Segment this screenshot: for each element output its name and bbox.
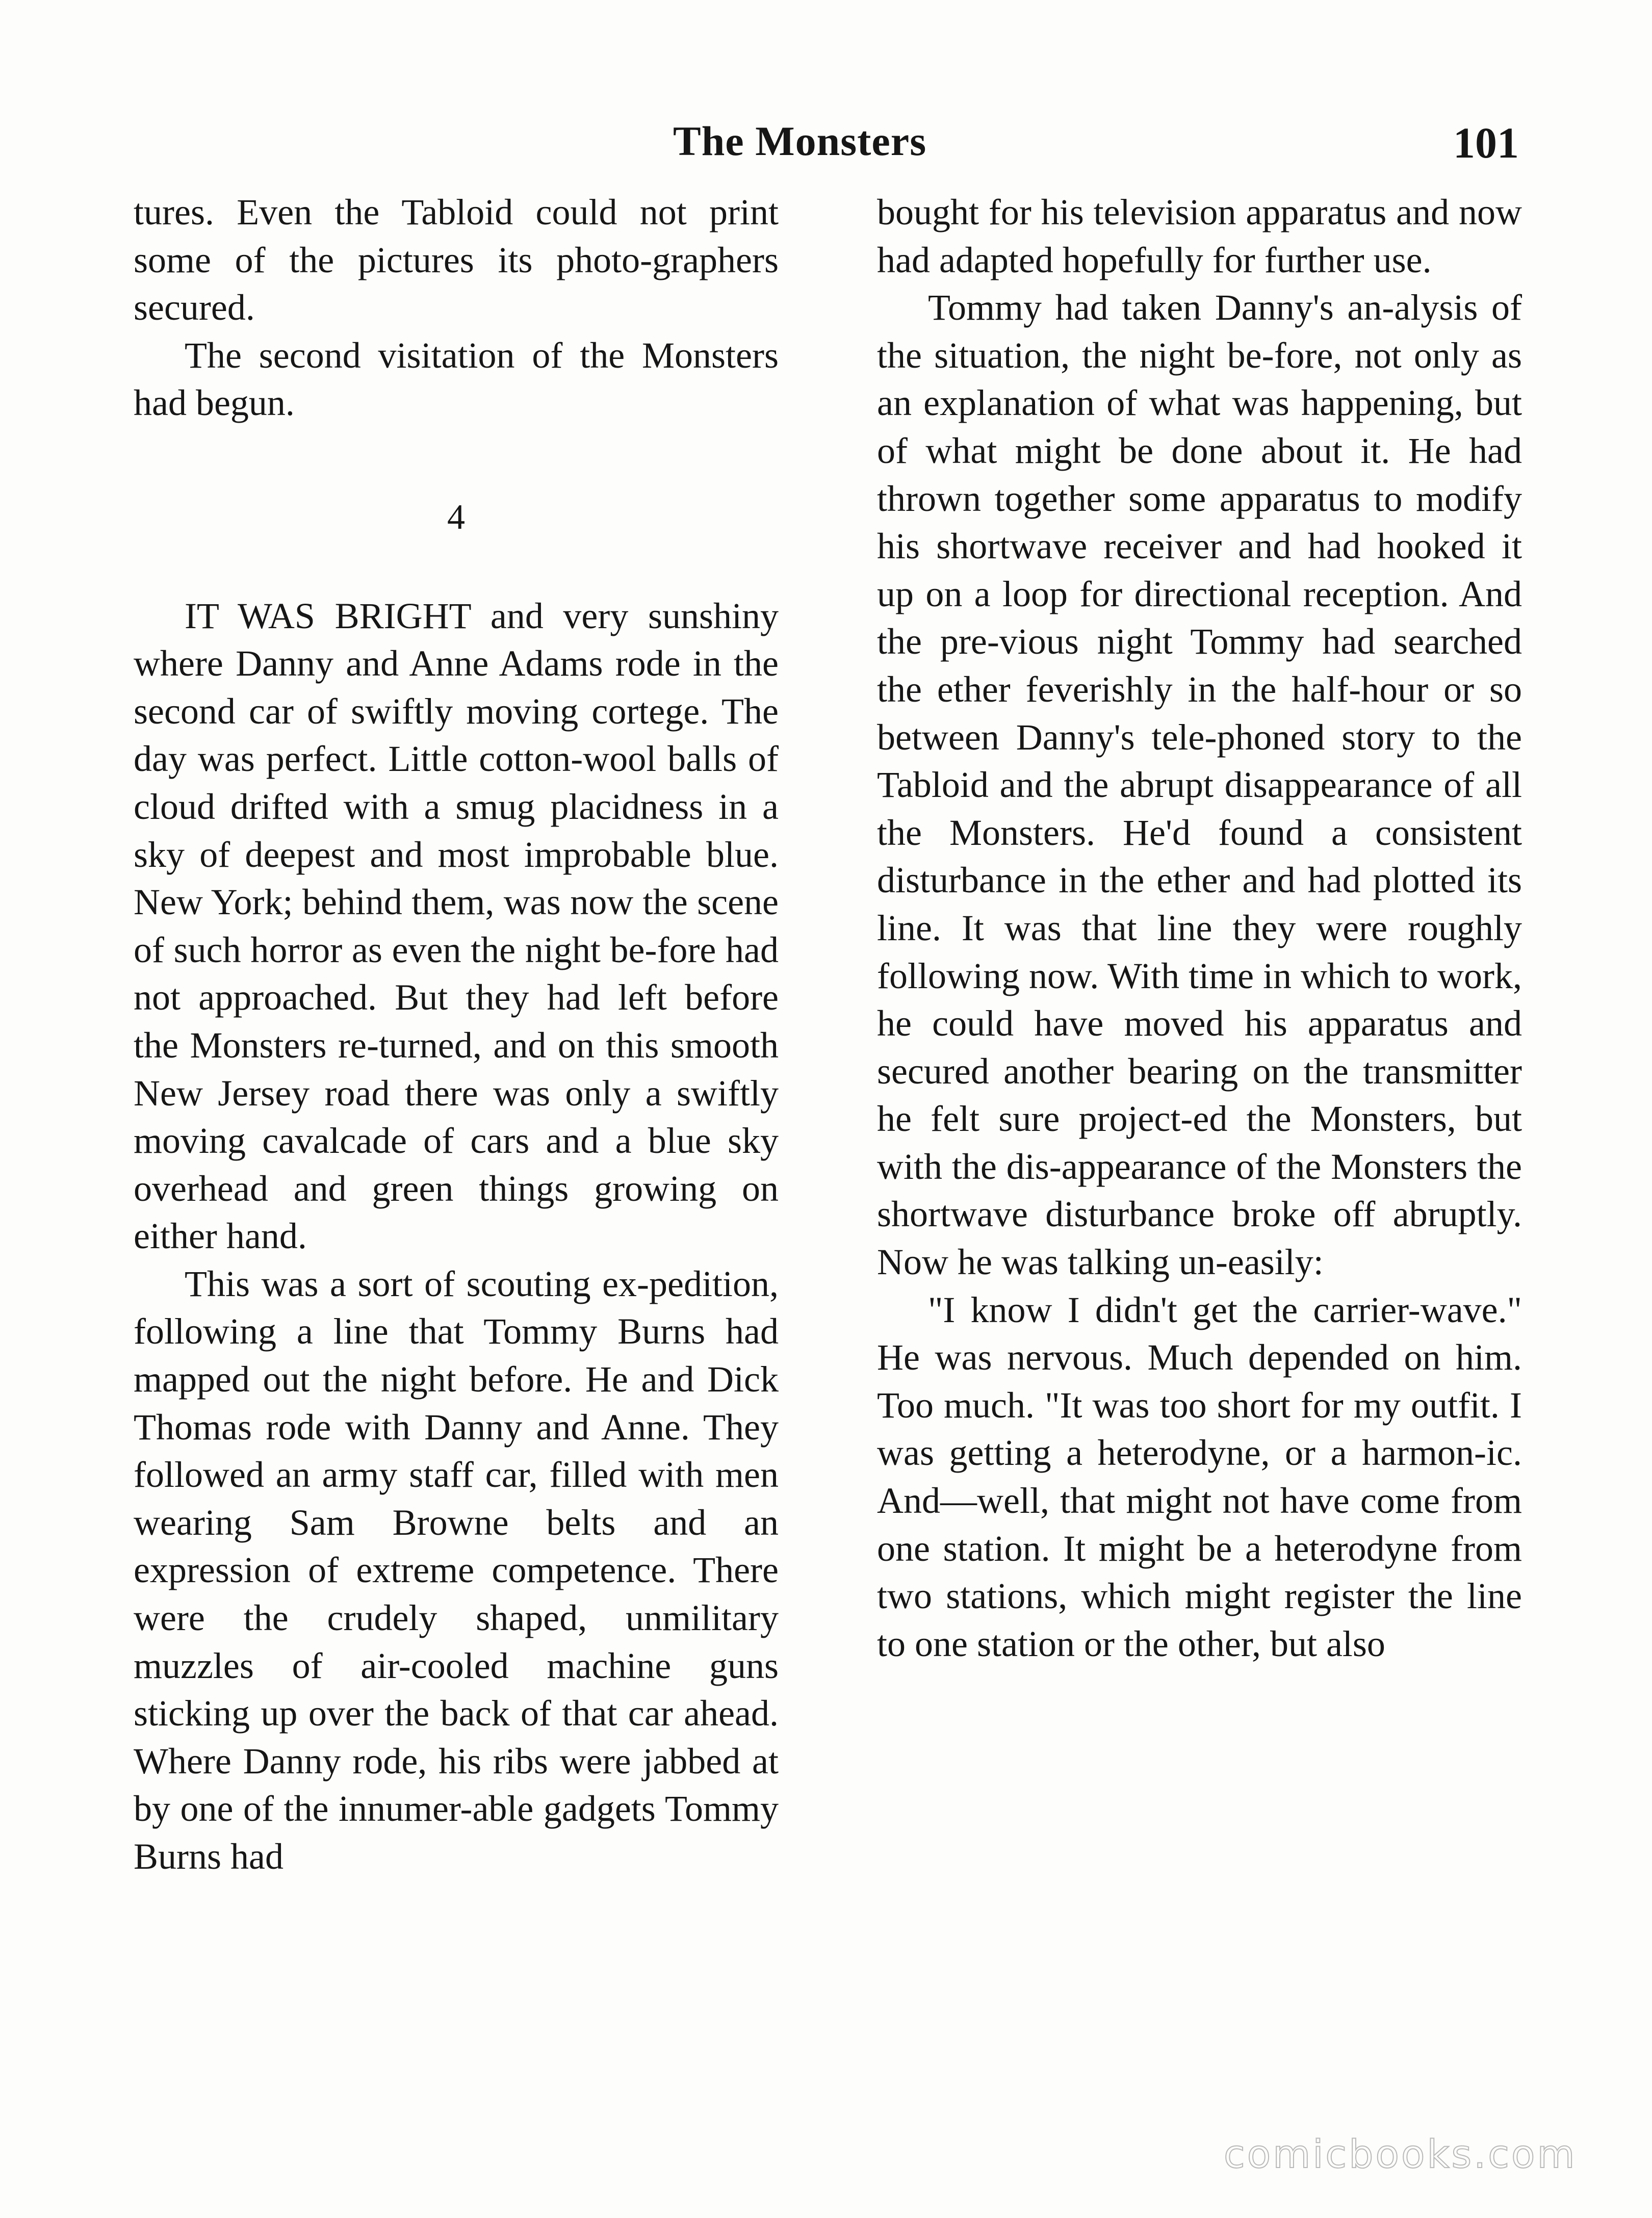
paragraph: Tommy had taken Danny's an-alysis of the situation, the night be-fore, not only as an explanation of what was happening, but of what might be done about it. He had thrown together some apparatus to modify his shortwave receiver and had hooked it up on a loop for directional reception. And the pre-vious night Tommy had searched the ether feverishly in the half-hour or so between Danny's tele-phoned story to the Tabloid and the abrupt disappearance of all the Monsters. He'd found a consistent disturbance in the ether and had plotted its line. It was that line they were roughly following now. With time in which to work, he could have moved his apparatus and secured another bearing on the transmitter he felt sure project-ed the Monsters, but with the dis-appearance of the Monsters the shortwave disturbance broke off abruptly. Now he was talking un-easily: — [877, 287, 1522, 1283]
running-title: The Monsters — [673, 118, 927, 164]
left-column — [134, 189, 779, 1881]
paragraph: The second visitation of the Monsters had begun. — [134, 334, 779, 424]
page-number: 101 — [1453, 118, 1519, 167]
running-header — [0, 117, 1652, 199]
paragraph: IT WAS BRIGHT and very sunshiny where Danny and Anne Adams rode in the second car of swiftly moving cortege. The day was perfect. Little cotton-wool balls of cloud drifted with a smug placidness in a sky of deepest and most improbable blue. New York; behind them, was now the scene of such horror as even the night be-fore had not approached. But they had left before the Monsters re-turned, and on this smooth New Jersey road there was only a swiftly moving cavalcade of cars and a blue sky overhead and green things growing on either hand. — [134, 595, 779, 1257]
paragraph: "I know I didn't get the carrier-wave." He was nervous. Much depended on him. Too much. "It was too short for my outfit. I was getting a heterodyne, or a harmon-ic. And—well, that might not have come from one station. It might be a heterodyne from two stations, which might register the line to one station or the other, but also — [877, 1289, 1522, 1664]
right-column — [877, 189, 1522, 1668]
paragraph-continuation: tures. Even the Tabloid could not print some of the pictures its photo-graphers secured. — [134, 192, 779, 328]
watermark: comicbooks.com — [1224, 2131, 1577, 2177]
paragraph: This was a sort of scouting ex-pedition, following a line that Tommy Burns had mapped out the night before. He and Dick Thomas rode with Danny and Anne. They followed an army staff car, filled with men wearing Sam Browne belts and an expression of extreme competence. There were the crudely shaped, unmilitary muzzles of air-cooled machine guns sticking up over the back of that car ahead. Where Danny rode, his ribs were jabbed at by one of the innumer-able gadgets Tommy Burns had — [134, 1263, 779, 1877]
section-number: 4 — [447, 497, 465, 537]
paragraph-continuation: bought for his television apparatus and now had adapted hopefully for further use. — [877, 192, 1522, 280]
